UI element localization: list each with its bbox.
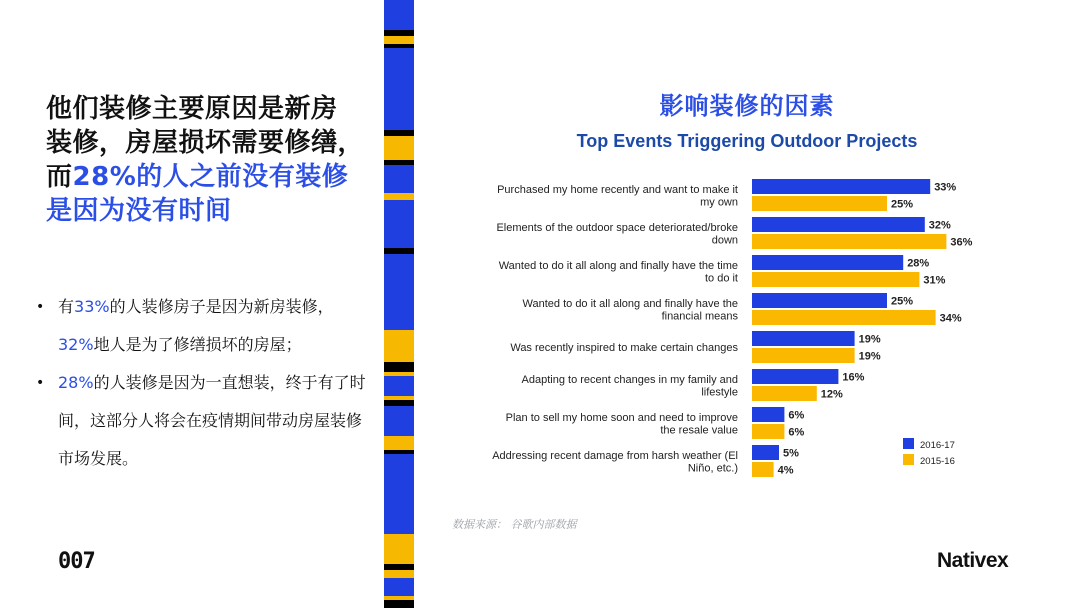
headline-line-2: 装修，房屋损坏需要修缮， (46, 128, 365, 158)
chart-title: 影响装修的因素 (659, 92, 835, 120)
nativex-logo: Nativex (937, 549, 1009, 572)
category-label: Addressing recent damage from harsh weather (El (492, 449, 738, 462)
bullet-list (36, 288, 366, 478)
headline-line-1: 他们装修主要原因是新房 (46, 94, 338, 124)
category-label: Purchased my home recently and want to make it (497, 183, 738, 196)
decorative-stripe (384, 0, 414, 608)
bullet-1-highlight-a: 33% (74, 297, 110, 316)
data-label: 33% (934, 181, 957, 194)
data-label: 12% (820, 388, 843, 401)
headline-highlight: 28%的人之前没有装修 (72, 162, 349, 192)
bullet-2-highlight: 28% (58, 373, 94, 392)
data-label: 5% (783, 447, 799, 460)
data-label: 4% (777, 464, 794, 477)
category-label: Adapting to recent changes in my family and (521, 373, 738, 386)
data-label: 32% (928, 219, 951, 232)
headline (46, 92, 376, 228)
headline-line-3 (46, 160, 376, 194)
category-label: Was recently inspired to make certain changes (510, 342, 738, 354)
data-label: 16% (842, 371, 865, 384)
data-label: 6% (788, 426, 805, 439)
bullet-1-text-b: 的人装修房子是因为新房装修， (109, 297, 334, 316)
data-label: 31% (923, 274, 946, 287)
data-label: 28% (907, 257, 930, 270)
data-label: 36% (950, 236, 973, 249)
category-label: my own (700, 196, 738, 209)
data-label: 19% (858, 350, 881, 363)
source-note: 数据来源： 谷歌内部数据 (452, 518, 577, 531)
bullet-1-text-a: 有 (58, 297, 75, 316)
data-label: 6% (788, 409, 805, 422)
bullet-item-1 (36, 288, 366, 364)
category-label: lifestyle (701, 386, 738, 399)
category-label: to do it (704, 272, 738, 285)
bullet-item-2 (36, 364, 366, 478)
category-label: Niño, etc.) (687, 462, 738, 475)
bullet-2-text: 的人装修是因为一直想装，终于有了时间，这部分人将会在疫情期间带动房屋装修市场发展。 (58, 373, 366, 468)
category-label: the resale value (660, 424, 738, 437)
headline-line-4: 是因为没有时间 (46, 196, 232, 226)
category-label: Wanted to do it all along and finally have the time (498, 259, 738, 272)
bullet-1-highlight-b: 32% (58, 335, 94, 354)
chart-subtitle: Top Events Triggering Outdoor Projects (576, 131, 918, 151)
logo-007: 007 (58, 549, 95, 574)
category-label: Wanted to do it all along and finally have the (522, 297, 738, 310)
category-label: financial means (661, 310, 738, 323)
data-label: 19% (858, 333, 881, 346)
bullet-1-text-c: 地人是为了修缮损坏的房屋； (93, 335, 302, 354)
left-panel (0, 0, 384, 608)
category-label: down (711, 234, 738, 247)
category-label: Elements of the outdoor space deteriorated/broke (496, 221, 738, 234)
headline-line-3-pre: 而 (46, 162, 73, 192)
data-label: 25% (891, 198, 914, 211)
category-label: Plan to sell my home soon and need to improve (505, 411, 738, 424)
legend-label: 2016-17 (920, 440, 955, 451)
legend-label: 2015-16 (920, 456, 955, 467)
data-label: 25% (891, 295, 914, 308)
data-label: 34% (939, 312, 962, 325)
